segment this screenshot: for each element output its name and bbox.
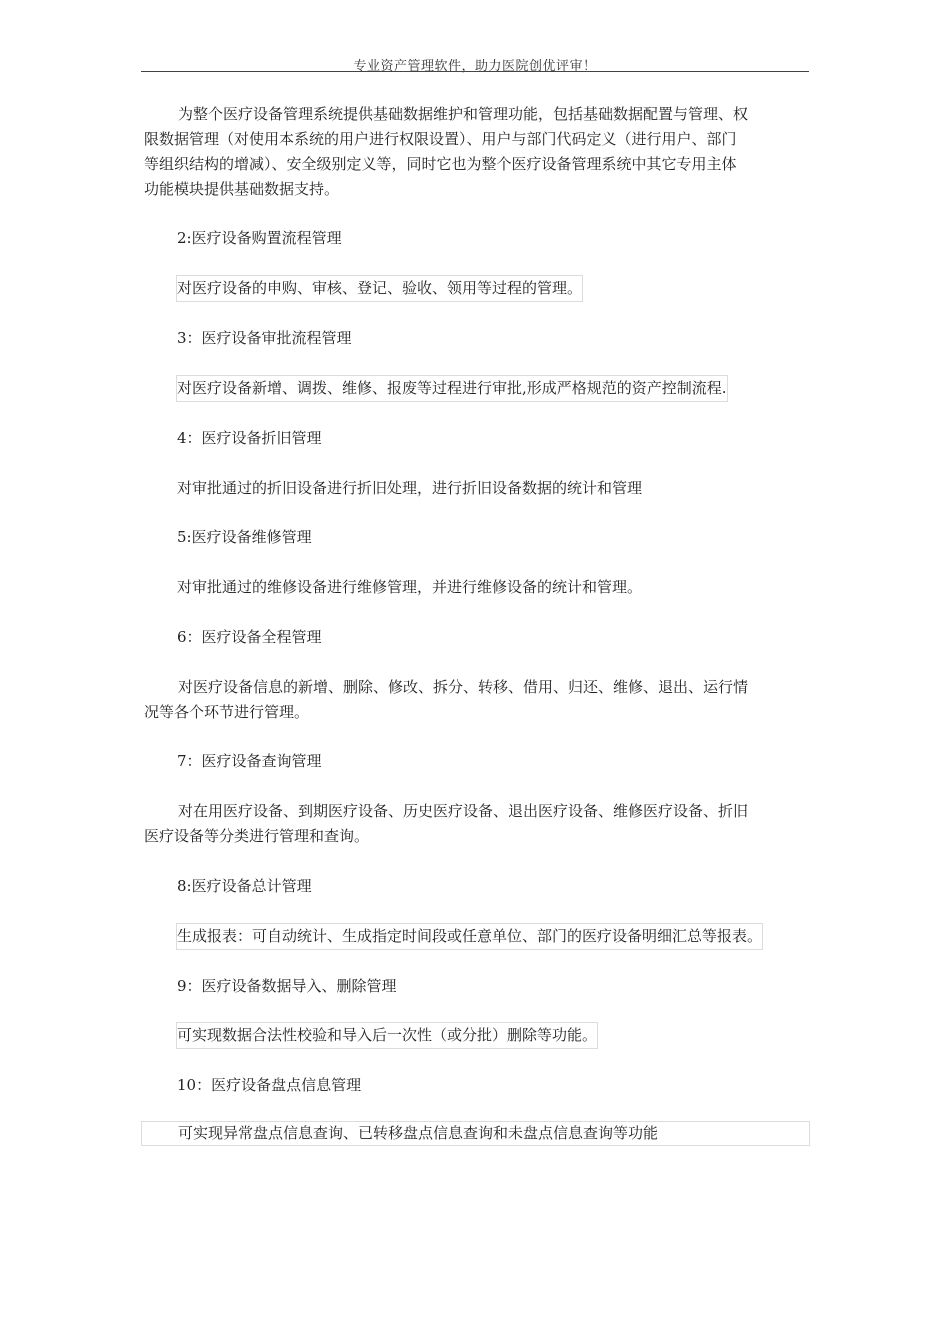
intro-line: 功能模块提供基础数据支持。 [144,180,340,198]
section-heading-3: 3：医疗设备审批流程管理 [177,329,352,347]
section-heading-5: 5:医疗设备维修管理 [177,528,312,546]
section-desc-10-box [141,1121,810,1146]
section-desc-8: 生成报表：可自动统计、生成指定时间段或任意单位、部门的医疗设备明细汇总等报表。 [177,924,762,949]
page-header: 专业资产管理软件，助力医院创优评审！ [353,59,597,74]
section-desc-4: 对审批通过的折旧设备进行折旧处理，进行折旧设备数据的统计和管理 [177,479,643,497]
header-divider [141,71,809,72]
desc-line: 况等各个环节进行管理。 [144,703,310,721]
section-heading-10: 10：医疗设备盘点信息管理 [177,1076,362,1094]
section-desc-2: 对医疗设备的申购、审核、登记、验收、领用等过程的管理。 [177,276,582,301]
section-desc-7 [144,799,819,849]
section-desc-5: 对审批通过的维修设备进行维修管理，并进行维修设备的统计和管理。 [177,578,643,596]
section-heading-9: 9：医疗设备数据导入、删除管理 [177,977,397,995]
section-desc-9: 可实现数据合法性校验和导入后一次性（或分批）删除等功能。 [177,1023,597,1048]
intro-line: 等组织结构的增减）、安全级别定义等，同时它也为整个医疗设备管理系统中其它专用主体 [144,155,737,173]
section-heading-4: 4：医疗设备折旧管理 [177,429,322,447]
section-heading-8: 8:医疗设备总计管理 [177,877,312,895]
section-heading-2: 2:医疗设备购置流程管理 [177,229,342,247]
section-heading-6: 6：医疗设备全程管理 [177,628,322,646]
section-desc-6 [144,675,819,725]
intro-line: 为整个医疗设备管理系统提供基础数据维护和管理功能，包括基础数据配置与管理、权 [178,105,749,123]
section-heading-7: 7：医疗设备查询管理 [177,752,322,770]
intro-paragraph [144,102,814,202]
section-desc-3: 对医疗设备新增、调拨、维修、报废等过程进行审批,形成严格规范的资产控制流程. [177,376,727,401]
desc-line: 对在用医疗设备、到期医疗设备、历史医疗设备、退出医疗设备、维修医疗设备、折旧 [178,802,749,820]
desc-line: 对医疗设备信息的新增、删除、修改、拆分、转移、借用、归还、维修、退出、运行情 [178,678,749,696]
intro-line: 限数据管理（对使用本系统的用户进行权限设置）、用户与部门代码定义（进行用户、部门 [144,130,737,148]
desc-line: 医疗设备等分类进行管理和查询。 [144,827,370,845]
section-desc-10: 可实现异常盘点信息查询、已转移盘点信息查询和未盘点信息查询等功能 [178,1124,659,1142]
